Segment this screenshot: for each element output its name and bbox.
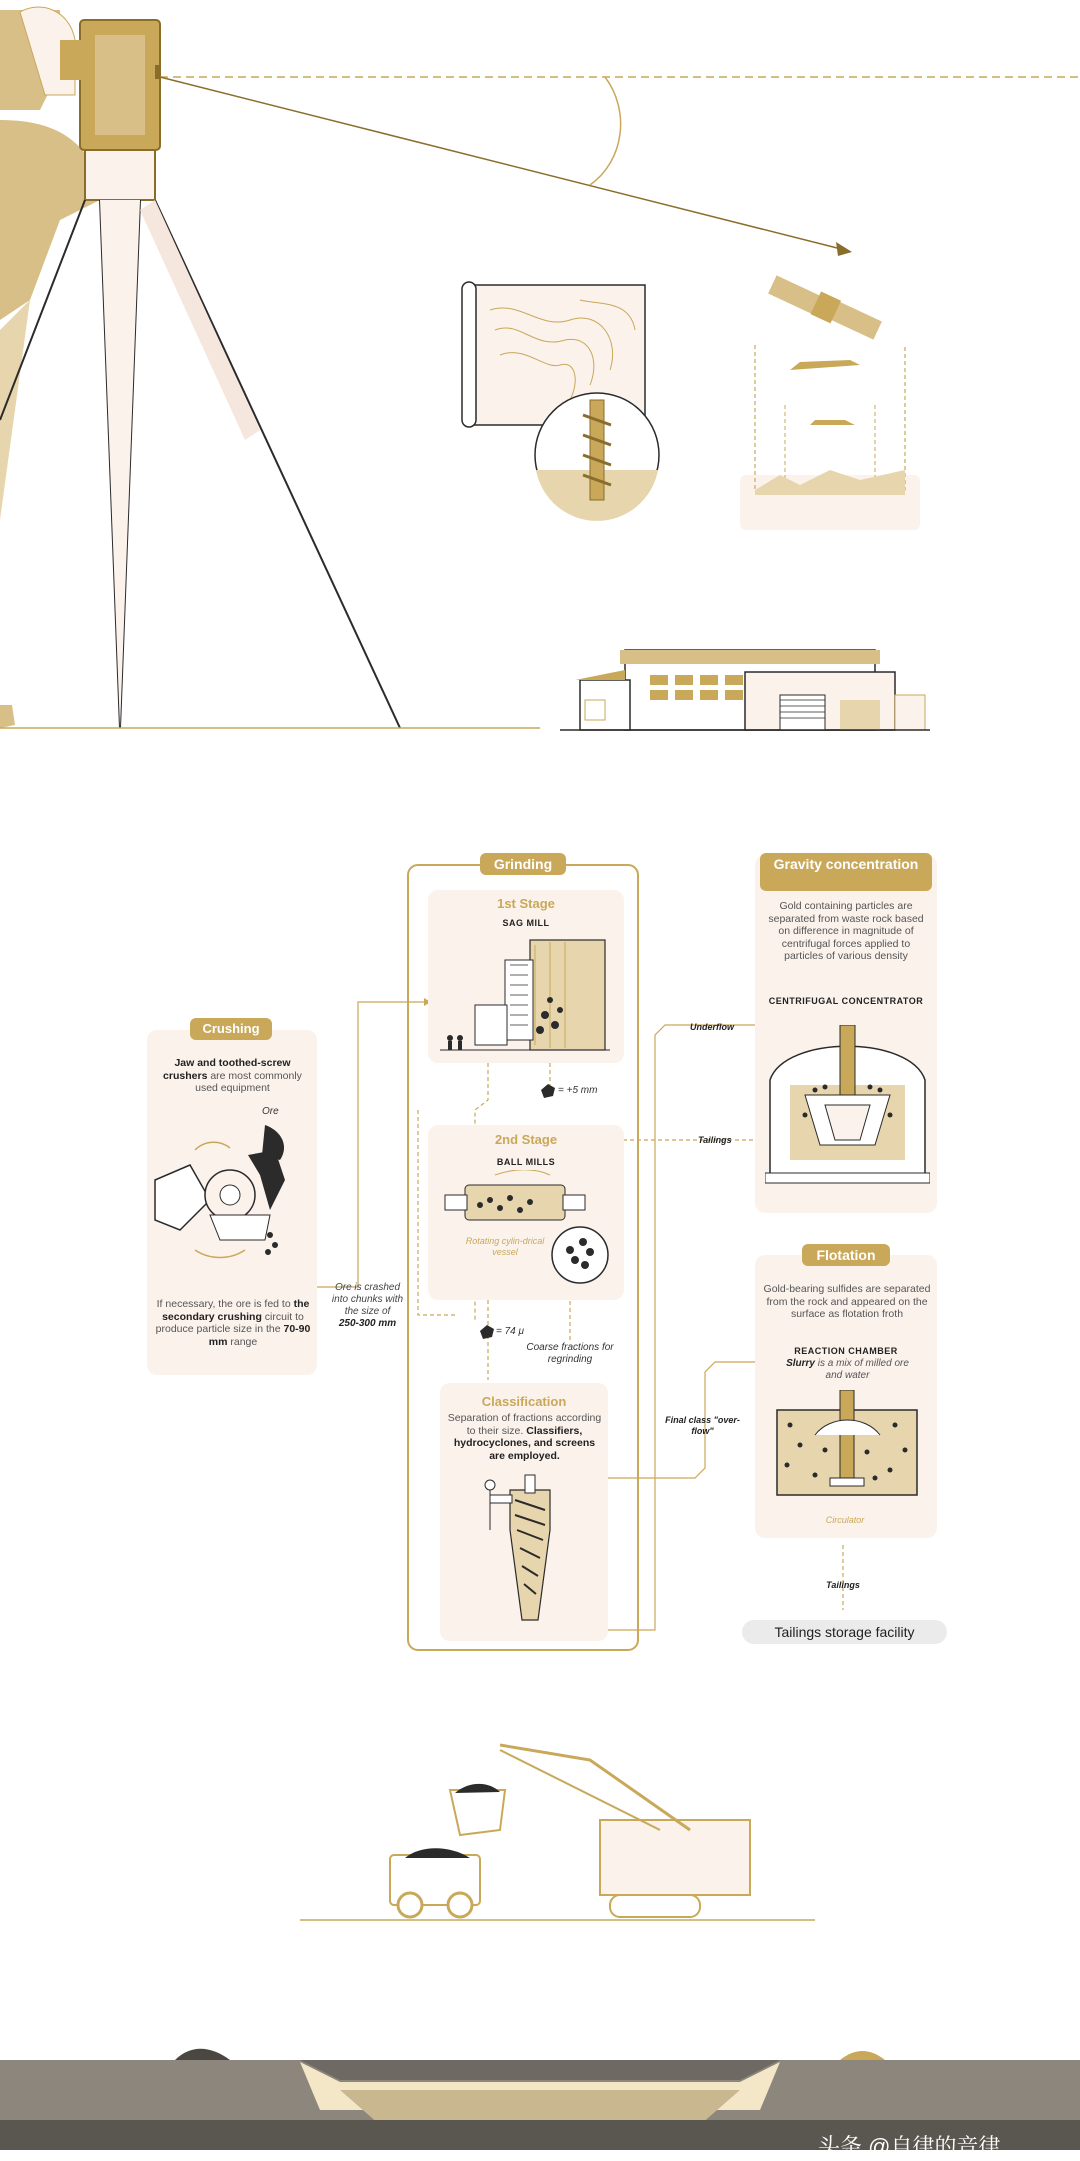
ball-mills-label: BALL MILLS: [496, 1157, 556, 1167]
crushing-description: Jaw and toothed-screw crushers are most commonly used equipment: [163, 1057, 302, 1094]
processing-plant-illustration: [560, 650, 930, 730]
particle-icon: [541, 1084, 555, 1098]
crushed-chunks-note: Ore is crashed into chunks with the size of 250-300 mm: [331, 1282, 404, 1329]
survey-map-illustration: [462, 282, 659, 521]
flotation-cell-illustration: [775, 1390, 920, 1505]
underflow-label: Underflow: [690, 1022, 734, 1032]
ball-mill-illustration: [435, 1170, 620, 1295]
gravity-description: Gold containing particles are separated from waste rock based on difference in magnitude of centrifugal forces applied to particles of various density: [768, 900, 924, 962]
excavator-illustration: [300, 1745, 815, 1920]
tailings-label: Tailings: [698, 1135, 732, 1145]
flotation-description: Gold-bearing sulfides are separated from the rock and appeared on the surface as flotation froth: [763, 1283, 931, 1320]
flotation-title: Flotation: [802, 1244, 890, 1266]
aerial-survey-illustration: [740, 275, 920, 530]
surveyor-illustration: [0, 7, 400, 728]
gravity-title: Gravity concentration: [760, 853, 932, 891]
coarse-fractions-note: Coarse fractions for regrinding: [526, 1342, 614, 1365]
final-overflow-label: Final class "over-flow": [665, 1415, 740, 1436]
slurry-note: Slurry is a mix of milled ore and water: [786, 1358, 909, 1381]
stage2-title: 2nd Stage: [494, 1132, 558, 1147]
hydrocyclone-illustration: [480, 1470, 580, 1635]
circulator-label: Circulator: [825, 1515, 865, 1525]
reaction-chamber-label: REACTION CHAMBER: [794, 1346, 898, 1356]
sag-mill-label: SAG MILL: [502, 918, 550, 928]
stage2-size: = 74 μ: [496, 1326, 524, 1337]
watermark: 头条 @自律的音律: [818, 2134, 1001, 2159]
crushing-title: Crushing: [190, 1018, 272, 1040]
classification-description: Separation of fractions according to their size. Classifiers, hydrocyclones, and screens are employed.: [447, 1412, 602, 1462]
secondary-crushing-note: If necessary, the ore is fed to the secondary crushing circuit to produce particle size in the 70-90 mm range: [155, 1298, 311, 1348]
ore-label: Ore: [262, 1106, 279, 1117]
centrifugal-concentrator-label: CENTRIFUGAL CONCENTRATOR: [768, 996, 924, 1006]
jaw-crusher-illustration: [150, 1120, 315, 1270]
classification-title: Classification: [481, 1394, 567, 1409]
stage1-size: = +5 mm: [558, 1085, 598, 1096]
rotating-vessel-label: Rotating cylin-drical vessel: [465, 1236, 545, 1257]
tailings-storage-pill: Tailings storage facility: [742, 1620, 947, 1644]
fine-particle-icon: [480, 1325, 494, 1339]
tailings-out-label: Tailings: [826, 1580, 860, 1590]
grinding-title: Grinding: [480, 853, 566, 875]
stage1-title: 1st Stage: [497, 896, 555, 911]
sag-mill-illustration: [440, 930, 615, 1060]
centrifugal-concentrator-illustration: [765, 1025, 930, 1185]
